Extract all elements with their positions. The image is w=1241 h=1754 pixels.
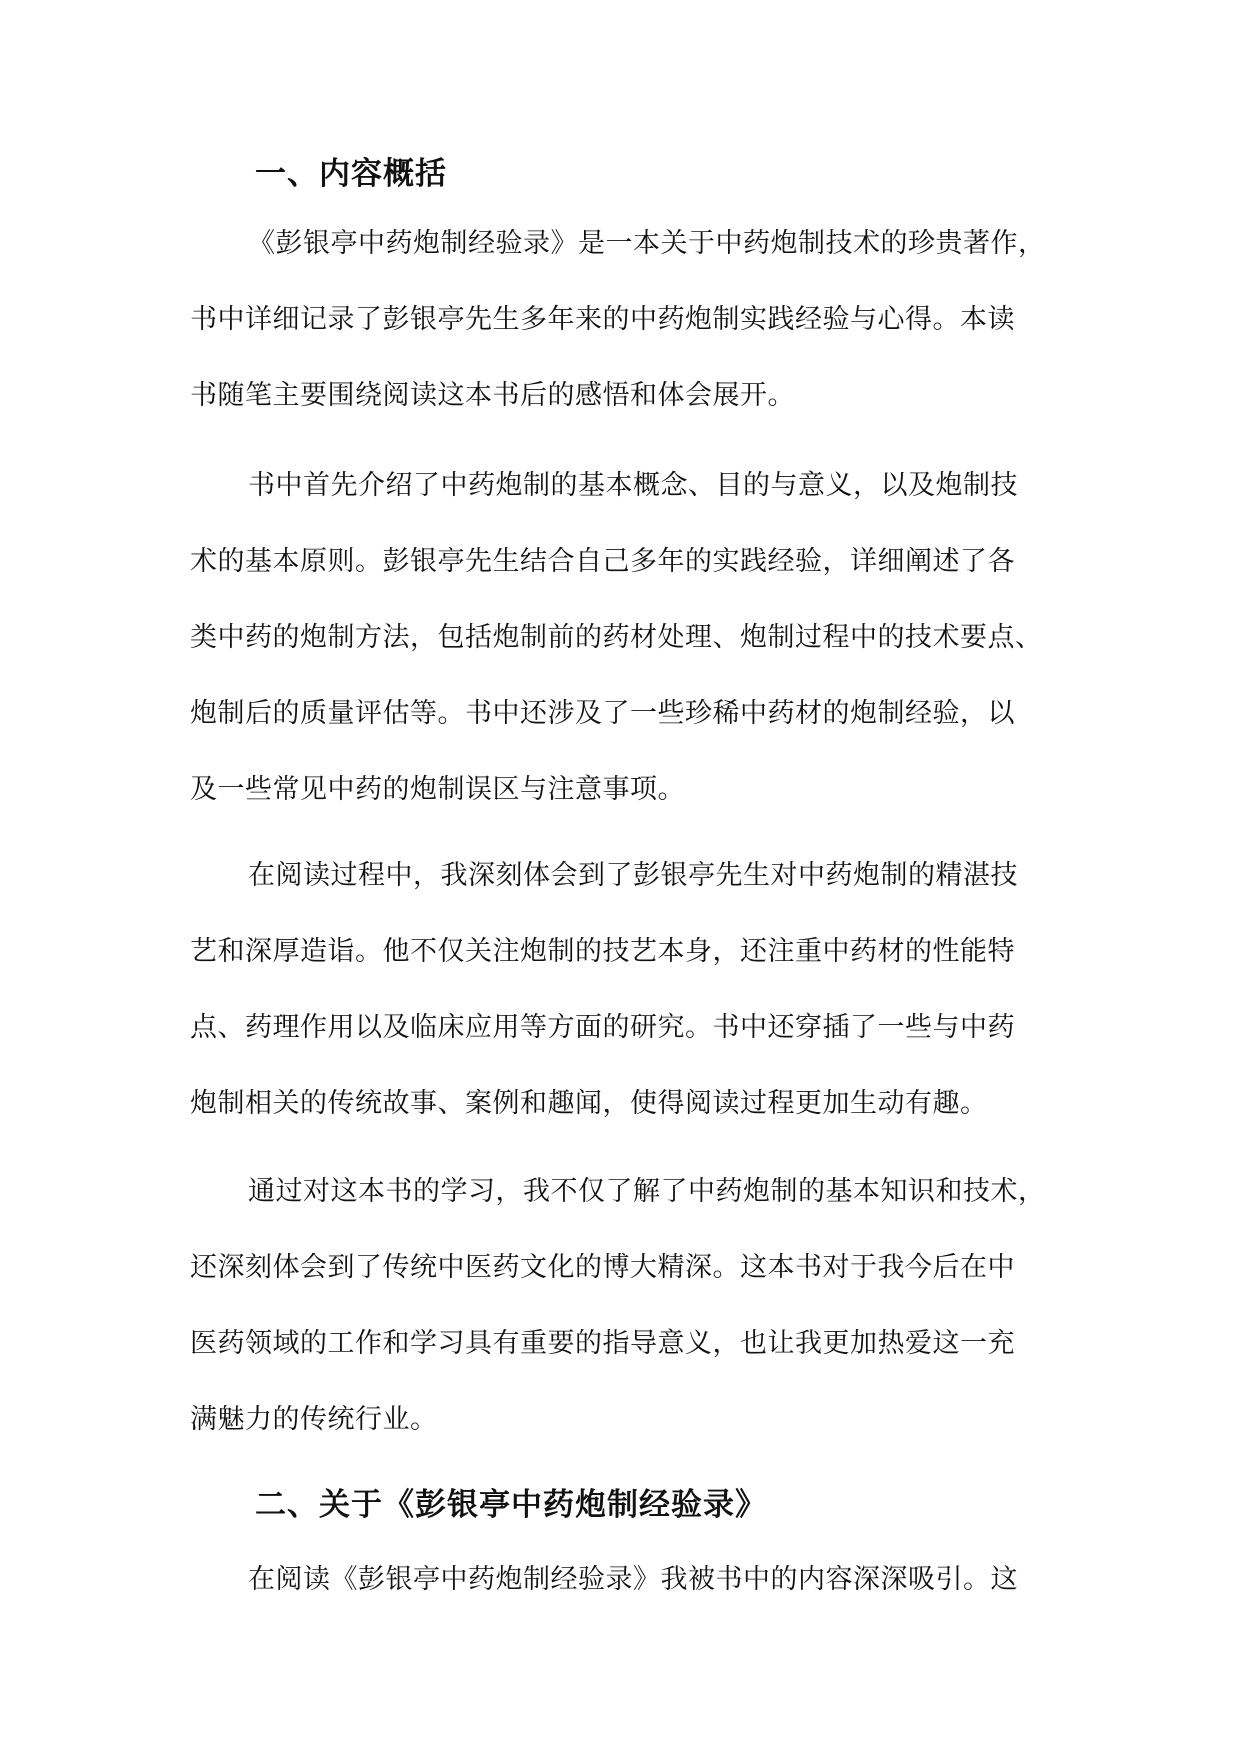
paragraph-line: 在阅读过程中，我深刻体会到了彭银亭先生对中药炮制的精湛技 [248, 860, 1018, 891]
paragraph-line: 术的基本原则。彭银亭先生结合自己多年的实践经验，详细阐述了各 [190, 546, 1015, 577]
paragraph-line: 在阅读《彭银亭中药炮制经验录》我被书中的内容深深吸引。这 [248, 1564, 1018, 1595]
paragraph-line: 炮制相关的传统故事、案例和趣闻，使得阅读过程更加生动有趣。 [190, 1088, 988, 1119]
paragraph-line: 书随笔主要围绕阅读这本书后的感悟和体会展开。 [190, 380, 795, 411]
paragraph-line: 医药领域的工作和学习具有重要的指导意义，也让我更加热爱这一充 [190, 1328, 1015, 1359]
paragraph [190, 1154, 1070, 1458]
paragraph [190, 838, 1070, 1142]
paragraph-line: 及一些常见中药的炮制误区与注意事项。 [190, 774, 685, 805]
paragraph [190, 206, 1070, 434]
paragraph-line: 炮制后的质量评估等。书中还涉及了一些珍稀中药材的炮制经验，以 [190, 698, 1015, 729]
paragraph-line: 《彭银亭中药炮制经验录》是一本关于中药炮制技术的珍贵著作， [248, 228, 1046, 259]
paragraph [190, 1542, 1070, 1618]
paragraph-line: 艺和深厚造诣。他不仅关注炮制的技艺本身，还注重中药材的性能特 [190, 936, 1015, 967]
section-heading-content-summary: 一、内容概括 [255, 156, 447, 192]
paragraph-line: 书中首先介绍了中药炮制的基本概念、目的与意义，以及炮制技 [248, 470, 1018, 501]
paragraph [190, 448, 1070, 828]
section-heading-about-book: 二、关于《彭银亭中药炮制经验录》 [255, 1487, 767, 1523]
paragraph-line: 通过对这本书的学习，我不仅了解了中药炮制的基本知识和技术， [248, 1176, 1046, 1207]
paragraph-line: 满魅力的传统行业。 [190, 1404, 438, 1435]
paragraph-line: 点、药理作用以及临床应用等方面的研究。书中还穿插了一些与中药 [190, 1012, 1015, 1043]
paragraph-line: 还深刻体会到了传统中医药文化的博大精深。这本书对于我今后在中 [190, 1252, 1015, 1283]
paragraph-line: 类中药的炮制方法，包括炮制前的药材处理、炮制过程中的技术要点、 [190, 622, 1043, 653]
paragraph-line: 书中详细记录了彭银亭先生多年来的中药炮制实践经验与心得。本读 [190, 304, 1015, 335]
